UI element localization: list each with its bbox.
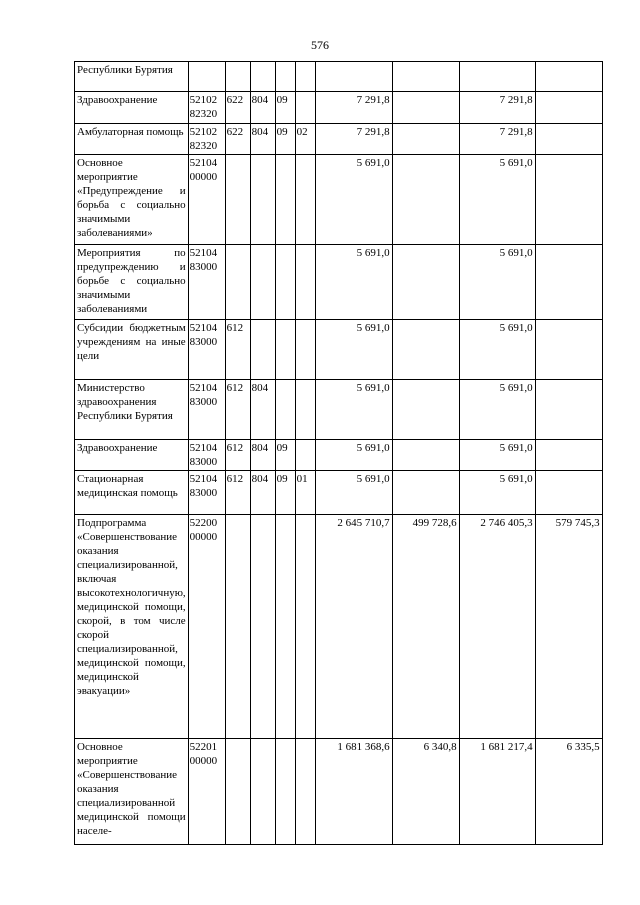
subsection-code: 02 [295,124,315,155]
expense-type-code [225,62,250,92]
row-name: Основное мероприятие «Совершенствование оказания специализированной медицинской помощи населе- [75,739,189,845]
section-code: 09 [275,471,295,515]
amount-year1: 2 645 710,7 [315,515,392,739]
ministry-code: 804 [250,92,275,124]
ministry-code [250,320,275,380]
subsection-code [295,92,315,124]
amount-year2: 5 691,0 [459,320,535,380]
section-code: 09 [275,124,295,155]
target-article-code: 52104 83000 [188,440,225,471]
amount-year1 [315,62,392,92]
expense-type-code: 612 [225,440,250,471]
amount-year1: 7 291,8 [315,124,392,155]
amount-year2: 5 691,0 [459,471,535,515]
target-article-code: 52201 00000 [188,739,225,845]
row-name: Республики Бурятия [75,62,189,92]
row-name: Здравоохранение [75,440,189,471]
amount-year1-federal [392,320,459,380]
expense-type-code: 612 [225,320,250,380]
amount-year2-federal: 579 745,3 [535,515,602,739]
table-row [75,155,603,245]
subsection-code [295,440,315,471]
expense-type-code [225,245,250,320]
target-article-code: 52104 83000 [188,471,225,515]
subsection-code [295,739,315,845]
amount-year1-federal [392,124,459,155]
subsection-code [295,380,315,440]
amount-year2: 7 291,8 [459,124,535,155]
section-code [275,515,295,739]
section-code: 09 [275,92,295,124]
amount-year1-federal [392,62,459,92]
target-article-code: 52104 83000 [188,380,225,440]
target-article-code: 52104 00000 [188,155,225,245]
target-article-code [188,62,225,92]
table-row [75,515,603,739]
amount-year1: 5 691,0 [315,440,392,471]
row-name: Амбулаторная помощь [75,124,189,155]
page-number: 576 [311,38,329,52]
amount-year2-federal [535,471,602,515]
ministry-code [250,62,275,92]
amount-year2: 5 691,0 [459,440,535,471]
expense-type-code: 622 [225,124,250,155]
amount-year1-federal: 499 728,6 [392,515,459,739]
row-name: Субсидии бюджетным учреждениям на иные цели [75,320,189,380]
amount-year1-federal [392,440,459,471]
amount-year1-federal [392,155,459,245]
subsection-code [295,515,315,739]
amount-year2-federal [535,440,602,471]
amount-year2-federal [535,245,602,320]
ministry-code: 804 [250,440,275,471]
row-name: Подпрограмма «Совершенствование оказания специализированной, включая высокотехнологичную, медицинской помощи, скорой, в том числе скорой специализированной, медицинской помощи, медицинской эвакуации» [75,515,189,739]
amount-year1-federal [392,471,459,515]
amount-year1: 5 691,0 [315,155,392,245]
amount-year2-federal [535,155,602,245]
row-name: Мероприятия по предупреждению и борьбе с социально значимыми заболеваниями [75,245,189,320]
section-code: 09 [275,440,295,471]
row-name: Министерство здравоохранения Республики Бурятия [75,380,189,440]
subsection-code: 01 [295,471,315,515]
target-article-code: 52200 00000 [188,515,225,739]
expense-type-code: 612 [225,380,250,440]
subsection-code [295,62,315,92]
row-name: Стационарная медицинская помощь [75,471,189,515]
amount-year1-federal [392,92,459,124]
table-row [75,471,603,515]
ministry-code [250,155,275,245]
table-row [75,62,603,92]
amount-year2-federal [535,62,602,92]
amount-year1-federal [392,245,459,320]
ministry-code [250,515,275,739]
amount-year2: 2 746 405,3 [459,515,535,739]
amount-year2-federal [535,320,602,380]
section-code [275,155,295,245]
table-row [75,92,603,124]
section-code [275,739,295,845]
amount-year1: 1 681 368,6 [315,739,392,845]
expense-type-code: 612 [225,471,250,515]
amount-year1-federal [392,380,459,440]
row-name: Здравоохранение [75,92,189,124]
target-article-code: 52102 82320 [188,92,225,124]
subsection-code [295,245,315,320]
amount-year1: 5 691,0 [315,245,392,320]
amount-year2-federal [535,92,602,124]
section-code [275,380,295,440]
amount-year1: 7 291,8 [315,92,392,124]
amount-year2: 5 691,0 [459,155,535,245]
target-article-code: 52102 82320 [188,124,225,155]
expense-type-code [225,515,250,739]
table-row [75,739,603,845]
ministry-code: 804 [250,471,275,515]
section-code [275,62,295,92]
expense-type-code [225,739,250,845]
ministry-code [250,245,275,320]
target-article-code: 52104 83000 [188,320,225,380]
section-code [275,320,295,380]
amount-year2: 5 691,0 [459,380,535,440]
expense-type-code [225,155,250,245]
row-name: Основное мероприятие «Предупреждение и борьба с социально значимыми заболеваниями» [75,155,189,245]
ministry-code: 804 [250,380,275,440]
subsection-code [295,155,315,245]
table-row [75,245,603,320]
budget-table [74,61,603,845]
table-row [75,440,603,471]
amount-year1-federal: 6 340,8 [392,739,459,845]
amount-year2: 1 681 217,4 [459,739,535,845]
expense-type-code: 622 [225,92,250,124]
table-row [75,124,603,155]
target-article-code: 52104 83000 [188,245,225,320]
amount-year2: 7 291,8 [459,92,535,124]
amount-year1: 5 691,0 [315,320,392,380]
table-row [75,320,603,380]
ministry-code: 804 [250,124,275,155]
table-row [75,380,603,440]
subsection-code [295,320,315,380]
section-code [275,245,295,320]
amount-year2 [459,62,535,92]
ministry-code [250,739,275,845]
amount-year1: 5 691,0 [315,380,392,440]
amount-year2-federal [535,124,602,155]
amount-year1: 5 691,0 [315,471,392,515]
amount-year2-federal [535,380,602,440]
amount-year2-federal: 6 335,5 [535,739,602,845]
table-body [75,62,603,845]
amount-year2: 5 691,0 [459,245,535,320]
